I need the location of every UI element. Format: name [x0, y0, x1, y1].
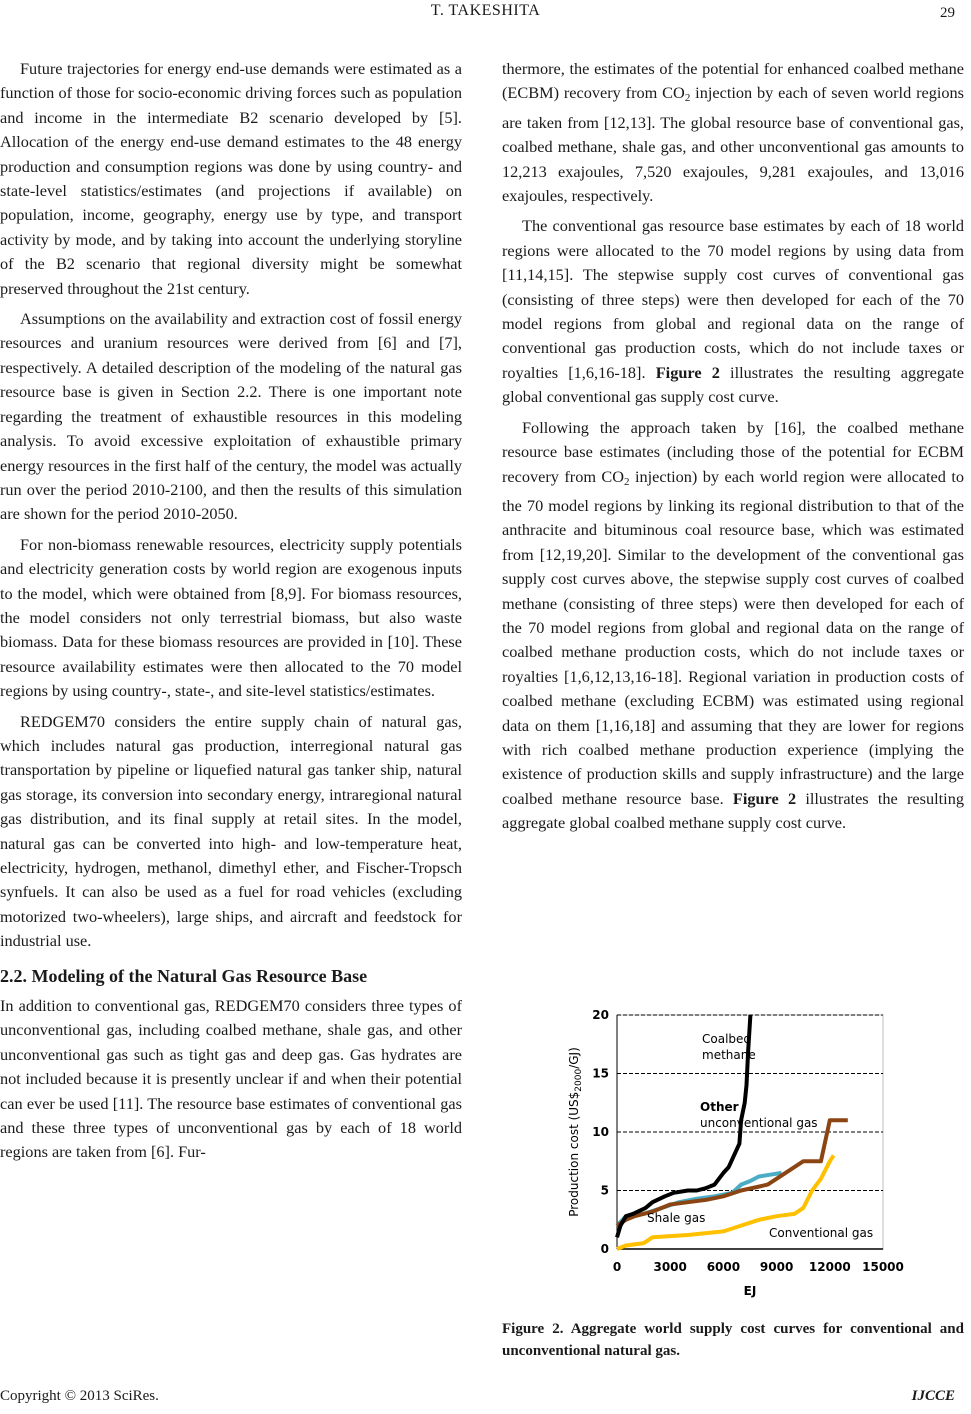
text-run: thermore, the estimates of the potential for enhanced coalbed methane (ECBM) recovery from CO	[502, 59, 964, 103]
y-tick-label: 0	[600, 1242, 609, 1256]
figure-reference: Figure 2	[655, 362, 720, 382]
text-run: illustrates the resulting aggregate global coalbed methane supply cost curve.	[502, 788, 964, 833]
text-run: injection) by each world region were allocated to the 70 model regions by linking its regional distribution to that of the anthracite and bituminous coal resource base, which was estimated from [12,19,20]. Similar to the development of the conventional gas supply cost curves above, the stepwise supply cost curves of coalbed methane (consisting of three steps) were then developed for each of the 70 model regions from global and regional data on the range of coalbed methane production costs, which do not include taxes or royalties [1,6,12,13,16-18]. Regional variation in production costs of coalbed methane (excluding ECBM) was estimated using regional data on them [1,16,18] and assuming that they are lower for regions with rich coalbed methane production experience (implying the existence of production skills and supply infrastructure) and the large coalbed methane resource base.	[502, 466, 964, 808]
x-axis-title: EJ	[743, 1284, 757, 1298]
subscript: 2	[684, 92, 691, 105]
y-tick-label: 15	[592, 1066, 609, 1081]
annotation-coalbed-methane: methane	[702, 1048, 756, 1062]
x-tick-label: 0	[612, 1260, 622, 1274]
annotation-other-unconventional-gas: unconventional gas	[700, 1116, 818, 1130]
copyright: Copyright © 2013 SciRes.	[0, 1388, 159, 1404]
subscript: 2	[624, 475, 630, 488]
paragraph	[502, 57, 964, 208]
paragraph: REDGEM70 considers the entire supply chain of natural gas, which includes natural gas production, interregional natural gas transportation by pipeline or liquefied natural gas tanker ship, natural gas storage, its conversion into secondary energy, intraregional natural gas distribution, and its final supply at retail sites. In the model, natural gas can be converted into high- and low-temperature heat, electricity, hydrogen, methanol, dimethyl ether, and Fischer-Tropsch synfuels. It can also be used as a fuel for road vehicles (excluding motorized two-wheelers), large ships, and aircraft and feedstock for industrial use.	[0, 711, 462, 951]
text-run: The conventional gas resource base estimates by each of 18 world regions were allocated to the 70 model regions by using data from [11,14,15]. The stepwise supply cost curves of conventional gas (consisting of three steps) were then developed for each of the 70 model regions from global and regional data on the range of conventional gas production costs, which do not include taxes or royalties [1,6,16-18].	[502, 216, 964, 382]
annotation-shale-gas: Shale gas	[647, 1211, 706, 1225]
running-title: T. TAKESHITA	[430, 2, 541, 19]
y-tick-label: 10	[592, 1125, 609, 1139]
series-line-other-unconventional-gas	[617, 1120, 848, 1225]
y-axis-title: Production cost $(US\$_{2000}/GJ)$	[567, 1047, 584, 1217]
figure-2	[560, 998, 905, 1308]
figure-reference: Figure 2	[732, 788, 797, 808]
x-tick-label: 3000	[653, 1260, 687, 1274]
right-column	[502, 57, 964, 842]
section-heading: 2.2. Modeling of the Natural Gas Resource Base	[0, 965, 368, 986]
x-tick-label: 12000	[808, 1260, 851, 1274]
paragraph: In addition to conventional gas, REDGEM70 considers three types of unconventional gas, including coalbed methane, shale gas, and other unconventional gas such as tight gas and deep gas. Gas hydrates are not included because it is presently unclear if and when their potential can ever be used [11]. The resource base estimates of conventional gas and these three types of unconventional gas by each of 18 world regions are taken from [6]. Fur-	[0, 996, 462, 1162]
paragraph	[502, 416, 964, 836]
y-tick-label: 5	[600, 1183, 609, 1198]
text-run: injection by each of seven world regions are taken from [12,13]. The global resource base of conventional gas, coalbed methane, shale gas, and other unconventional gas amounts to 12,213 exajoules, 7,520 exajoules, 9,281 exajoules, and 13,016 exajoules, respectively.	[502, 83, 965, 206]
annotation-coalbed-methane: Coalbed	[702, 1032, 752, 1046]
y-tick-label: 20	[592, 1008, 609, 1022]
x-tick-label: 6000	[706, 1260, 741, 1274]
annotation-other-unconventional-gas: Other	[700, 1100, 739, 1114]
text-run: Following the approach taken by [16], the coalbed methane resource base estimates (including those of the potential for ECBM recovery from CO	[502, 417, 964, 486]
text-run: illustrates the resulting aggregate global conventional gas supply cost curve.	[502, 362, 964, 407]
x-tick-label: 15000	[862, 1260, 904, 1274]
paragraph: For non-biomass renewable resources, electricity supply potentials and electricity generation costs by world region are exogenous inputs to the model, which were obtained from [8,9]. For biomass resources, the model considers not only terrestrial biomass, but also waste biomass. Data for these biomass resources are provided in [10]. These resource availability estimates were then allocated to the 70 model regions by using country-, state-, and site-level statistics/estimates.	[0, 534, 462, 701]
paragraph	[502, 214, 964, 409]
paragraph: Future trajectories for energy end-use demands were estimated as a function of those for socio-economic driving forces such as population and income in the intermediate B2 scenario developed by [5]. Allocation of the energy end-use demand estimates to the 48 energy production and consumption regions was done by using country- and state-level statistics/estimates (and projections if available) on population, income, geography, energy use by type, and transport activity by mode, and by taking into account the underlying storyline of the B2 scenario that regional diversity might be somewhat preserved throughout the 21st century.	[0, 59, 462, 298]
journal-name: IJCCE	[911, 1388, 955, 1404]
x-tick-label: 9000	[759, 1260, 794, 1274]
paragraph: Assumptions on the availability and extraction cost of fossil energy resources and uranium resources were derived from [6] and [7], respectively. A detailed description of the modeling of the natural gas resource base is given in Section 2.2. There is one important note regarding the treatment of exhaustible resources in this modeling analysis. To avoid excessive exploitation of exhaustible primary energy resources in the first half of the century, the model was actually run over the period 2010-2100, and then the results of this simulation are shown for the period 2010-2050.	[0, 309, 462, 524]
annotation-conventional-gas: Conventional gas	[769, 1226, 874, 1240]
figure-caption: Figure 2. Aggregate world supply cost curves for conventional and unconventional natural gas.	[502, 1321, 964, 1359]
left-column	[0, 57, 462, 1171]
supply-cost-chart	[560, 998, 905, 1308]
page-number: 29	[940, 5, 955, 21]
